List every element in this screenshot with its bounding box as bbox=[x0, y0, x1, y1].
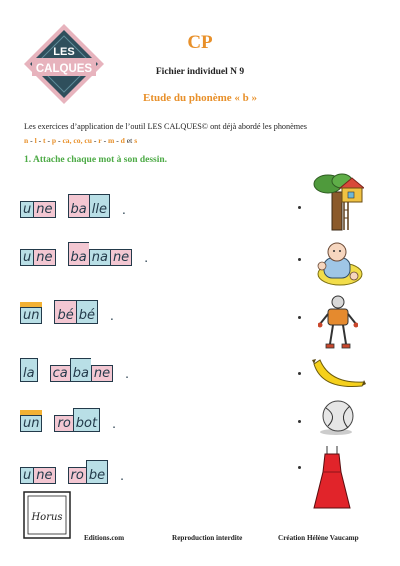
phoneme-item: l bbox=[34, 136, 37, 145]
word-row-robot[interactable] bbox=[20, 406, 116, 432]
word-row-banane[interactable] bbox=[20, 240, 148, 266]
syllable: be bbox=[86, 460, 108, 484]
noun-word bbox=[68, 194, 110, 218]
syllable: un bbox=[20, 415, 42, 432]
footer-creation: Création Hélène Vaucamp bbox=[278, 534, 359, 542]
syllable: ne bbox=[33, 249, 55, 266]
period: . bbox=[121, 203, 126, 217]
word-row-robe[interactable] bbox=[20, 458, 124, 484]
noun-word bbox=[50, 358, 114, 382]
phoneme-item: t bbox=[43, 136, 46, 145]
period: . bbox=[144, 251, 149, 265]
phoneme-item: m bbox=[108, 136, 115, 145]
robot-icon[interactable] bbox=[318, 294, 358, 352]
article-word bbox=[20, 467, 56, 484]
syllable: u bbox=[20, 467, 33, 484]
syllable: ba bbox=[68, 242, 89, 266]
syllable: u bbox=[20, 201, 33, 218]
logo-text-les: LES bbox=[53, 46, 75, 58]
syllable: bé bbox=[54, 300, 75, 324]
syllable: na bbox=[89, 249, 110, 266]
phoneme-item: p bbox=[51, 136, 57, 145]
noun-word bbox=[68, 460, 109, 484]
article-word bbox=[20, 201, 56, 218]
connect-dot[interactable] bbox=[298, 258, 301, 261]
banana-icon[interactable] bbox=[312, 356, 366, 396]
syllable: lle bbox=[89, 194, 110, 218]
ball-icon[interactable] bbox=[318, 398, 358, 436]
period: . bbox=[125, 367, 129, 381]
syllable: ne bbox=[33, 467, 55, 484]
intro-text: Les exercices d’application de l’outil LES CALQUES© ont déjà abordé les phonèmes bbox=[24, 122, 307, 131]
syllable: ro bbox=[68, 467, 86, 484]
period: . bbox=[109, 309, 114, 323]
page-subtitle: Fichier individuel N 9 bbox=[155, 67, 245, 77]
phoneme-item: d bbox=[120, 136, 125, 145]
syllable: la bbox=[20, 358, 38, 382]
phoneme-list: n - l - t - p - ca, co, cu - r - m - d et s bbox=[24, 136, 138, 145]
word-row-cabane[interactable] bbox=[20, 356, 129, 382]
syllable: un bbox=[20, 307, 42, 324]
noun-word bbox=[68, 242, 133, 266]
syllable: ne bbox=[91, 365, 113, 382]
article-word bbox=[20, 307, 42, 324]
article-word bbox=[20, 358, 38, 382]
exercise-title: 1. Attache chaque mot à son dessin. bbox=[24, 155, 168, 165]
word-row-balle[interactable] bbox=[20, 192, 126, 218]
footer-editions: Editions.com bbox=[84, 534, 125, 542]
phoneme-heading: Etude du phonème « b » bbox=[142, 92, 257, 104]
footer-reproduction: Reproduction interdite bbox=[172, 534, 243, 542]
syllable: bé bbox=[76, 300, 98, 324]
baby-icon[interactable] bbox=[310, 240, 364, 288]
period: . bbox=[120, 469, 124, 483]
phoneme-item: r bbox=[98, 136, 102, 145]
word-row-bebe[interactable] bbox=[20, 298, 114, 324]
treehouse-icon[interactable] bbox=[312, 172, 364, 232]
article-word bbox=[20, 249, 56, 266]
connect-dot[interactable] bbox=[298, 206, 301, 209]
syllable: ba bbox=[68, 194, 89, 218]
phoneme-item: ca, co, cu bbox=[62, 136, 92, 145]
syllable: u bbox=[20, 249, 33, 266]
syllable: ca bbox=[50, 365, 70, 382]
syllable: ro bbox=[54, 415, 72, 432]
page-title: CP bbox=[187, 32, 213, 53]
red-dress-icon[interactable] bbox=[312, 446, 352, 510]
connect-dot[interactable] bbox=[298, 316, 301, 319]
phoneme-item: n bbox=[24, 136, 29, 145]
connect-dot[interactable] bbox=[298, 372, 301, 375]
phoneme-and: et bbox=[126, 136, 133, 145]
syllable: ne bbox=[110, 249, 132, 266]
les-calques-logo bbox=[22, 22, 106, 106]
period: . bbox=[112, 417, 116, 431]
logo-text-calques: CALQUES bbox=[35, 63, 93, 75]
article-word bbox=[20, 415, 42, 432]
syllable: bot bbox=[73, 408, 100, 432]
noun-word bbox=[54, 300, 98, 324]
noun-word bbox=[54, 408, 100, 432]
horus-text: Horus bbox=[31, 512, 63, 523]
horus-logo bbox=[22, 490, 72, 540]
connect-dot[interactable] bbox=[298, 466, 301, 469]
phoneme-item: s bbox=[134, 136, 138, 145]
syllable: ba bbox=[70, 358, 91, 382]
connect-dot[interactable] bbox=[298, 420, 301, 423]
syllable: ne bbox=[33, 201, 55, 218]
